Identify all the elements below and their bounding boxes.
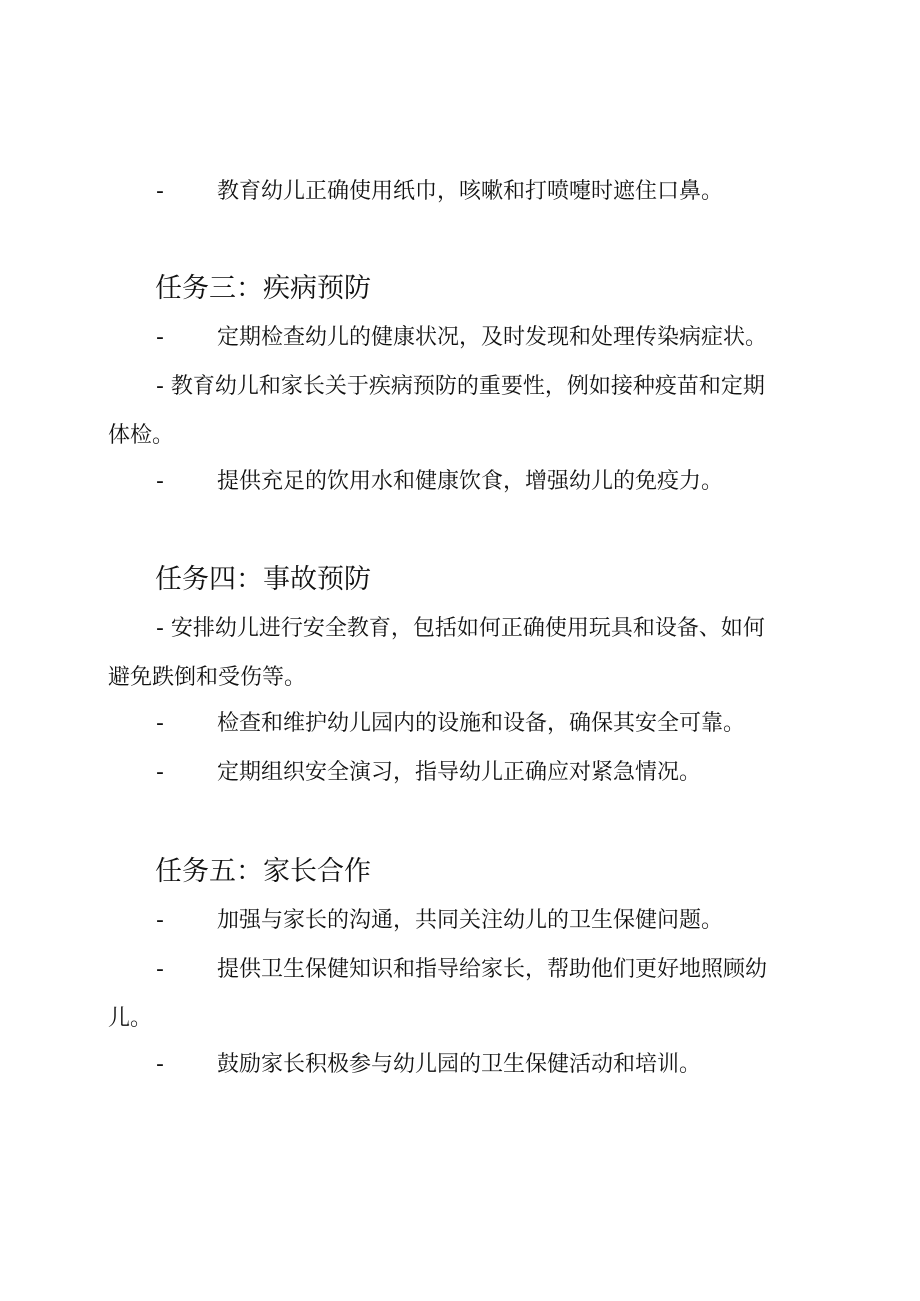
list-item-text: 体检。 [108, 423, 175, 448]
list-item-text: 提供充足的饮用水和健康饮食，增强幼儿的免疫力。 [217, 469, 724, 494]
list-item-text: 定期组织安全演习，指导幼儿正确应对紧急情况。 [217, 760, 702, 785]
list-item-text: 儿。 [108, 1006, 153, 1031]
bullet-dash: - [156, 1052, 164, 1077]
bullet-dash: - [156, 179, 164, 204]
bullet-dash: - [156, 957, 164, 982]
list-item-text: 检查和维护幼儿园内的设施和设备，确保其安全可靠。 [217, 711, 746, 736]
section-heading-parent-cooperation: 任务五：家长合作 [155, 856, 371, 887]
bullet-dash: - [156, 325, 164, 350]
bullet-dash: - [156, 908, 164, 933]
list-item-text: 定期检查幼儿的健康状况，及时发现和处理传染病症状。 [217, 325, 768, 350]
list-item-text: - 安排幼儿进行安全教育，包括如何正确使用玩具和设备、如何 [156, 616, 765, 641]
section-heading-accident-prevention: 任务四：事故预防 [155, 564, 371, 595]
list-item-text: 加强与家长的沟通，共同关注幼儿的卫生保健问题。 [217, 908, 724, 933]
bullet-dash: - [156, 760, 164, 785]
list-item-text: 提供卫生保健知识和指导给家长，帮助他们更好地照顾幼 [217, 957, 768, 982]
list-item-text: - 教育幼儿和家长关于疾病预防的重要性，例如接种疫苗和定期 [156, 374, 765, 399]
section-heading-disease-prevention: 任务三：疾病预防 [155, 273, 371, 304]
bullet-dash: - [156, 469, 164, 494]
list-item-text: 教育幼儿正确使用纸巾，咳嗽和打喷嚏时遮住口鼻。 [217, 179, 724, 204]
bullet-dash: - [156, 711, 164, 736]
list-item-text: 鼓励家长积极参与幼儿园的卫生保健活动和培训。 [217, 1052, 702, 1077]
list-item-text: 避免跌倒和受伤等。 [108, 665, 307, 690]
